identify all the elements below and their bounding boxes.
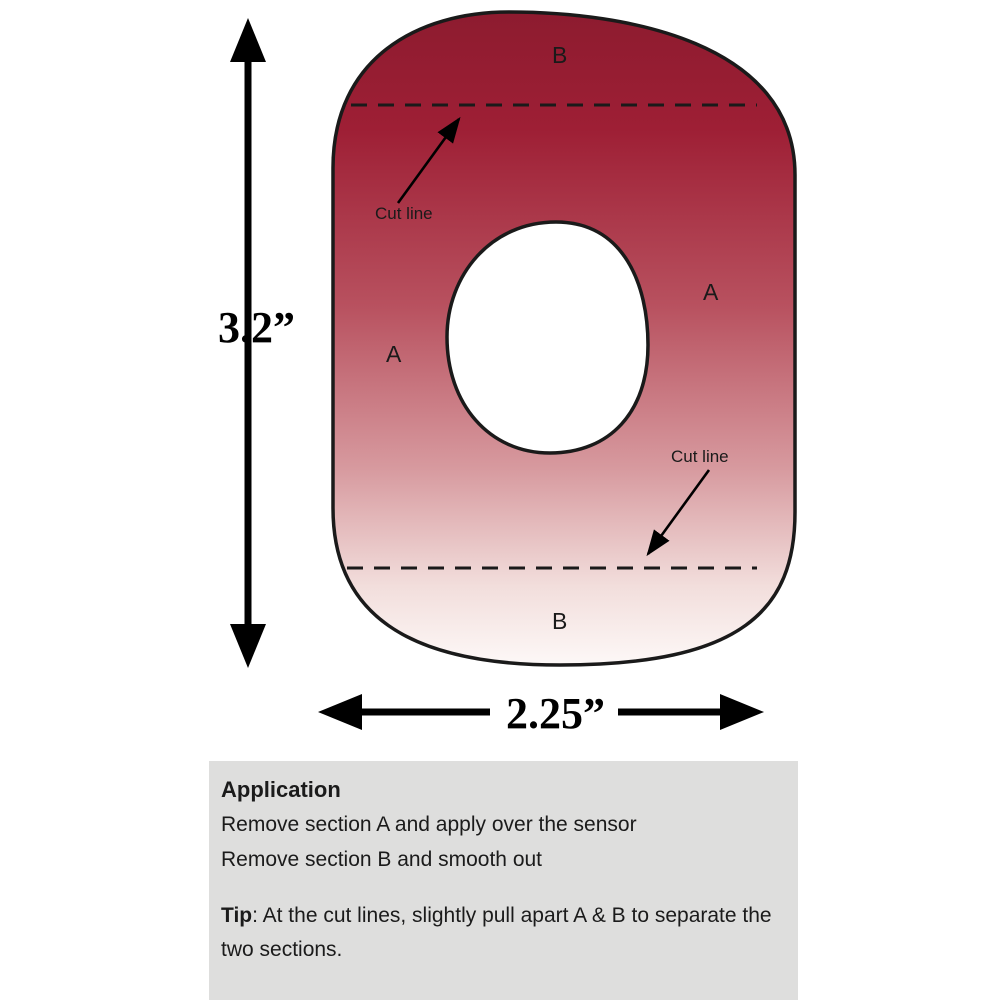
- application-info-box: [209, 761, 798, 1000]
- application-step-2: Remove section B and smooth out: [221, 848, 543, 871]
- patch-center-hole: [447, 222, 648, 453]
- application-tip-text: : At the cut lines, slightly pull apart A & B to separate the two sections.: [221, 904, 772, 961]
- section-label-left-a: A: [386, 341, 402, 367]
- application-tip-label: Tip: [221, 904, 253, 927]
- cut-line-upper-label: Cut line: [375, 204, 433, 223]
- height-dimension-label: 3.2”: [218, 303, 295, 352]
- application-step-1: Remove section A and apply over the sensor: [221, 813, 637, 836]
- application-spacer: [221, 877, 798, 899]
- application-tip: [221, 899, 791, 967]
- application-title: Application: [221, 777, 341, 802]
- section-label-top-b: B: [552, 42, 568, 68]
- section-label-right-a: A: [703, 279, 719, 305]
- section-label-bottom-b: B: [552, 608, 568, 634]
- cut-line-lower-label: Cut line: [671, 447, 729, 466]
- width-dimension-label: 2.25”: [506, 689, 605, 738]
